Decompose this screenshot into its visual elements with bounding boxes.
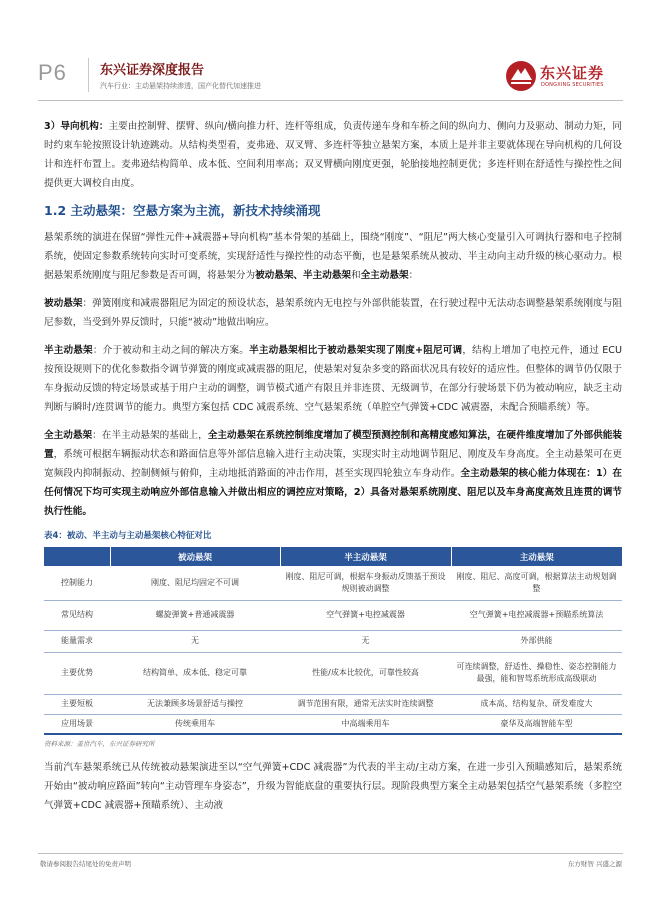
table-header-cell: 半主动悬架 <box>280 547 451 566</box>
table-row <box>44 630 622 652</box>
table-row-header: 应用场景 <box>44 714 110 734</box>
table-cell: 外部供能 <box>451 630 622 652</box>
table-cell: 调节范围有限，通常无法实时连续调整 <box>280 694 451 714</box>
report-title: 东兴证券深度报告 <box>100 63 205 78</box>
text-segment: ：在半主动悬架的基础上， <box>92 430 208 441</box>
logo-text-cn: 东兴证券 <box>540 64 605 82</box>
table-source: 资料来源：盖世汽车，东兴证券研究所 <box>44 740 155 748</box>
paragraph-semi-active <box>44 341 622 417</box>
table-cell: 无法兼顾多场景舒适与操控 <box>110 694 280 714</box>
table-cell: 空气弹簧+电控减震器+预瞄系统算法 <box>451 600 622 630</box>
bold-text-segment: 被动悬架、半主动悬架 <box>255 270 351 281</box>
logo-text-en: DONGXING SECURITIES <box>541 82 604 88</box>
paragraph-passive <box>44 294 622 332</box>
bold-text-segment: 半主动悬架相比于被动悬架实现了刚度+阻尼可调 <box>249 345 463 356</box>
text-segment: ，系统可根据车辆振动状态和路面信息等外部信息输入进行主动决策，实现实时主动地调节阻尼、刚度及车身高度。全主动悬架可在更宽频段内抑制振动、控制侧倾与俯仰，主动地抵消路面的冲击作用，甚至实现四轮独立车身动作。 <box>44 449 623 479</box>
section-title: 1.2 主动悬架：空悬方案为主流，新技术持续涌现 <box>44 203 321 218</box>
table-header-cell: 主动悬架 <box>451 547 622 566</box>
table-row <box>44 600 622 630</box>
table-header-cell: 被动悬架 <box>110 547 280 566</box>
page-header <box>0 0 662 100</box>
text-segment: ：介于被动和主动之间的解决方案。 <box>92 345 250 356</box>
text-segment: 主要由控制臂、摆臂、纵向/横向推力杆、连杆等组成，负责传递车身和车桥之间的纵向力、侧向力及驱动、制动力矩，同时约束车轮按照设计轨迹跳动。从结构类型看，麦弗逊、双叉臂、多连杆等独立悬架方案，本质上是并非主要就体现在导向机构的几何设计和连杆布置上。麦弗逊结构简单、成本低、空间利用率高；双叉臂横向刚度更强，轮胎接地控制更优；多连杆则在舒适性与操控性之间提供更大调校自由度。 <box>44 121 622 189</box>
table-cell: 无 <box>110 630 280 652</box>
main-content <box>44 117 622 824</box>
bold-text-segment: 3）导向机构： <box>44 121 109 132</box>
bold-text-segment: 被动悬架 <box>44 298 83 309</box>
text-segment: ： <box>408 270 419 281</box>
table-cell: 豪华及高端智能车型 <box>451 714 622 734</box>
logo-mark-icon <box>505 60 537 92</box>
paragraph-intro <box>44 228 622 285</box>
table-row-header: 常见结构 <box>44 600 110 630</box>
footer-disclaimer: 敬请参阅报告结尾处的免责声明 <box>40 860 131 868</box>
table-cell: 刚度、阻尼可调，根据车身振动反馈基于预设规则被动调整 <box>280 566 451 600</box>
comparison-table <box>44 547 622 735</box>
table-row-header: 主要短板 <box>44 694 110 714</box>
page-number: P6 <box>38 60 67 85</box>
table-cell: 刚度、阻尼、高度可调，根据算法主动规划调整 <box>451 566 622 600</box>
header-rule <box>38 100 623 101</box>
table-row-header: 控制能力 <box>44 566 110 600</box>
table-cell: 中高端乘用车 <box>280 714 451 734</box>
table-cell: 刚度、阻尼均固定不可调 <box>110 566 280 600</box>
table-cell: 无 <box>280 630 451 652</box>
table-cell: 结构简单、成本低、稳定可靠 <box>110 652 280 694</box>
bold-text-segment: 全主动悬架 <box>360 270 409 281</box>
table-cell: 性能/成本比较优，可靠性较高 <box>280 652 451 694</box>
table-row <box>44 566 622 600</box>
paragraph-guide-mechanism <box>44 117 622 193</box>
paragraph-closing: 当前汽车悬架系统已从传统被动悬架演进至以“空气弹簧+CDC 减震器”为代表的半主动/主动方案，在进一步引入预瞄感知后，悬架系统开始由“被动响应路面”转向“主动管理车身姿态”，升级为智能底盘的重要执行层。现阶段典型方案全主动悬架包括空气悬架系统（多腔空气弹簧+CDC 减震器+预瞄系统）、主动液 <box>44 762 622 811</box>
table-cell: 螺旋弹簧+普通减震器 <box>110 600 280 630</box>
table-row <box>44 652 622 694</box>
table-title: 表4：被动、半主动与主动悬架核心特征对比 <box>44 531 212 541</box>
table-cell: 成本高、结构复杂、研发难度大 <box>451 694 622 714</box>
text-segment: ：弹簧刚度和减震器阻尼为固定的预设状态，悬架系统内无电控与外部供能装置，在行驶过程中无法动态调整悬架系统刚度与阻尼参数，当受到外界反馈时，只能“被动”地做出响应。 <box>44 298 623 328</box>
header-divider <box>88 58 89 92</box>
table-cell: 可连续调整，舒适性、操稳性、姿态控制能力最强，能和智驾系统形成高级联动 <box>451 652 622 694</box>
table-cell: 传统乘用车 <box>110 714 280 734</box>
company-logo <box>505 60 635 92</box>
table-row-header: 主要优势 <box>44 652 110 694</box>
table-row <box>44 714 622 734</box>
text-segment: 悬架系统的演进在保留“弹性元件+减震器+导向机构”基本骨架的基础上，围绕“刚度”、“阻尼”两大核心变量引入可调执行器和电子控制系统，使固定参数系统转向实时可变系统，实现舒适性与操控性的动态平衡，也是悬架系统从被动、半主动向主动升级的核心驱动力。根据悬架系统刚度与阻尼参数是否可调，将悬架分为 <box>44 232 622 281</box>
table-row <box>44 694 622 714</box>
text-segment: ，结构上增加了电控元件，通过 ECU 按预设规则下的优化参数指令调节弹簧的刚度或减震器的阻尼，使悬架对复杂多变的路面状况具有较好的适应性。但整体的调节仍仅限于车身振动反馈的特定场景或基于用户主动的调整，调节模式通产有限且并非连贯、无级调节，在部分行驶场景下仍为被动响应，缺乏主动判断与瞬时/连贯调节的能力。典型方案包括 CDC 减震系统、空气悬架系统（单腔空气弹簧+CDC 减震器，未配合预瞄系统）等。 <box>44 345 623 413</box>
bold-text-segment: 全主动悬架 <box>44 430 93 441</box>
bold-text-segment: 全主动悬架在系统控制维度增加了模型预测控制和高精度感知算法，在硬件维度增加了外部供能装置 <box>44 430 623 460</box>
table-header-row <box>44 547 622 566</box>
bold-text-segment: 全主动悬架的核心能力体现在：1）在任何情况下均可实现主动响应外部信息输入并做出相应的调控应对策略，2）具备对悬架系统刚度、阻尼以及车身高度高效且连贯的调节执行性能。 <box>44 468 622 517</box>
text-segment: 和 <box>351 270 361 281</box>
footer-slogan: 东方财智 兴盛之源 <box>567 860 622 868</box>
table-header-cell <box>44 547 110 566</box>
bold-text-segment: 半主动悬架 <box>44 345 93 356</box>
footer-rule <box>38 853 623 854</box>
table-cell: 空气弹簧+电控减震器 <box>280 600 451 630</box>
paragraph-full-active <box>44 426 622 521</box>
table-row-header: 能量需求 <box>44 630 110 652</box>
report-subtitle: 汽车行业：主动悬架持续渗透，国产化替代加速推进 <box>100 82 261 90</box>
